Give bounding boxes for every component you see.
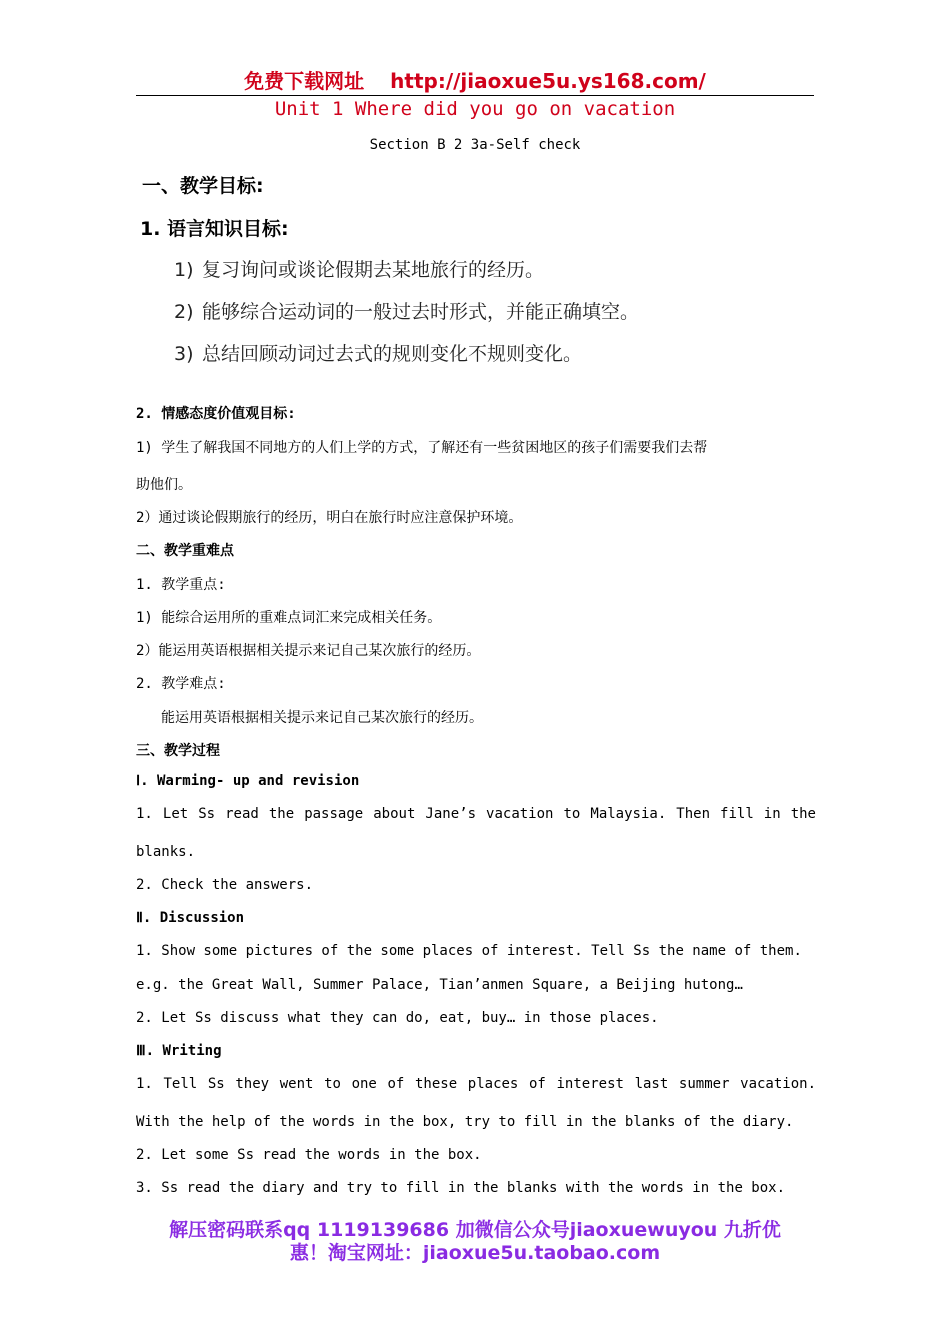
discussion-line: 2. Let Ss discuss what they can do, eat, buy… in those places. bbox=[136, 1010, 659, 1026]
writing-line: 1. Tell Ss they went to one of these places of interest last summer vacation. bbox=[136, 1076, 816, 1092]
warming-up-line: blanks. bbox=[136, 844, 196, 860]
difficult-points-label: 2. 教学难点: bbox=[136, 676, 226, 692]
document-subtitle: Section B 2 3a-Self check bbox=[369, 137, 581, 153]
warming-up-heading: Ⅰ. Warming- up and revision bbox=[136, 773, 360, 789]
discussion-line: e.g. the Great Wall, Summer Palace, Tian’anmen Square, a Beijing hutong… bbox=[136, 977, 743, 993]
key-point-item: 2）能运用英语根据相关提示来记自己某次旅行的经历。 bbox=[136, 643, 481, 659]
key-points-label: 1. 教学重点: bbox=[136, 577, 226, 593]
objective-item: 3) 总结回顾动词过去式的规则变化不规则变化。 bbox=[174, 343, 583, 365]
section2-heading: 二、教学重难点 bbox=[136, 543, 234, 559]
discussion-line: 1. Show some pictures of the some places of interest. Tell Ss the name of them. bbox=[136, 943, 802, 959]
objective-item: 1) 复习询问或谈论假期去某地旅行的经历。 bbox=[174, 259, 545, 281]
document-title: Unit 1 Where did you go on vacation bbox=[274, 98, 676, 120]
footer-line: 惠！淘宝网址：jiaoxue5u.taobao.com bbox=[289, 1242, 661, 1264]
header-label: 免费下载网址 bbox=[244, 69, 365, 93]
objective-item: 2) 能够综合运动词的一般过去时形式，并能正确填空。 bbox=[174, 301, 640, 323]
footer-line: 解压密码联系qq 1119139686 加微信公众号jiaoxuewuyou 九折优 bbox=[169, 1219, 781, 1241]
attitude-item: 2）通过谈论假期旅行的经历，明白在旅行时应注意保护环境。 bbox=[136, 510, 523, 526]
discussion-heading: Ⅱ. Discussion bbox=[136, 910, 245, 926]
page-header bbox=[136, 68, 814, 96]
difficult-point-item: 能运用英语根据相关提示来记自己某次旅行的经历。 bbox=[161, 710, 483, 726]
warming-up-line: 1. Let Ss read the passage about Jane’s vacation to Malaysia. Then fill in the bbox=[136, 806, 816, 822]
writing-heading: Ⅲ. Writing bbox=[136, 1043, 222, 1059]
section1-heading: 一、教学目标: bbox=[142, 175, 264, 197]
writing-line: 2. Let some Ss read the words in the box. bbox=[136, 1147, 482, 1163]
warming-up-line: 2. Check the answers. bbox=[136, 877, 314, 893]
header-url-link[interactable]: http://jiaoxue5u.ys168.com/ bbox=[390, 69, 706, 93]
writing-line: With the help of the words in the box, try to fill in the blanks of the diary. bbox=[136, 1114, 794, 1130]
writing-line: 3. Ss read the diary and try to fill in the blanks with the words in the box. bbox=[136, 1180, 786, 1196]
attitude-item-line: 助他们。 bbox=[136, 477, 192, 493]
attitude-goals-heading: 2. 情感态度价值观目标: bbox=[136, 406, 296, 422]
attitude-item-line: 1) 学生了解我国不同地方的人们上学的方式，了解还有一些贫困地区的孩子们需要我们去帮 bbox=[136, 440, 708, 456]
key-point-item: 1) 能综合运用所的重难点词汇来完成相关任务。 bbox=[136, 610, 442, 626]
language-goals-heading: 1. 语言知识目标: bbox=[140, 218, 289, 240]
section3-heading: 三、教学过程 bbox=[136, 743, 220, 759]
